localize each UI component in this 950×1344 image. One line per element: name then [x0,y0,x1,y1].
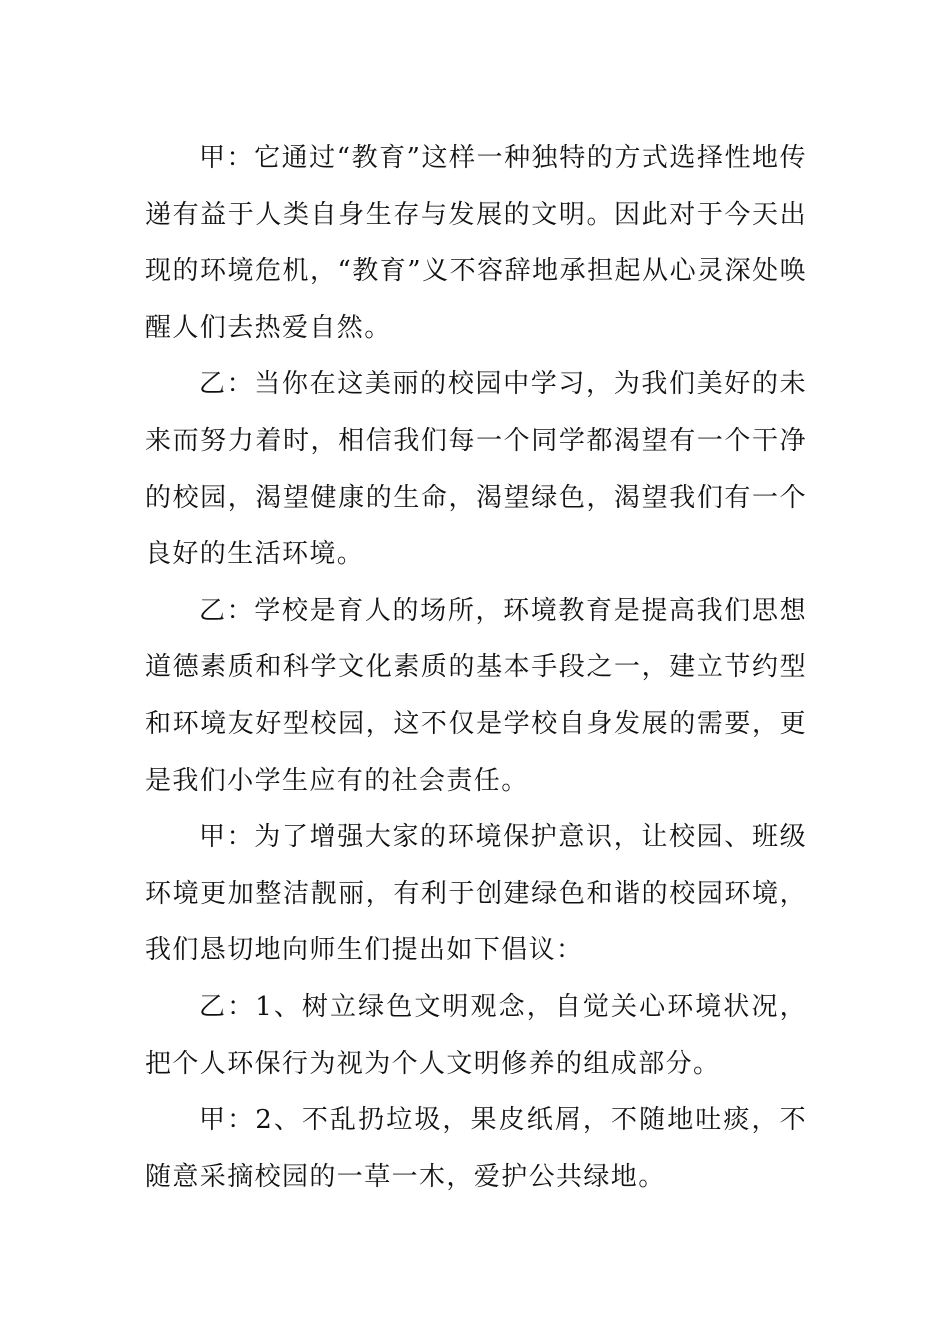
document-body [145,130,807,1205]
paragraph-4: 甲：为了增强大家的环境保护意识，让校园、班级环境更加整洁靓丽，有利于创建绿色和谐的校园环境，我们恳切地向师生们提出如下倡议： [145,822,807,966]
paragraph-3: 乙：学校是育人的场所，环境教育是提高我们思想道德素质和科学文化素质的基本手段之一，建立节约型和环境友好型校园，这不仅是学校自身发展的需要，更是我们小学生应有的社会责任。 [145,595,807,796]
paragraph-2: 乙：当你在这美丽的校园中学习，为我们美好的未来而努力着时，相信我们每一个同学都渴望有一个干净的校园，渴望健康的生命，渴望绿色，渴望我们有一个良好的生活环境。 [145,369,807,570]
paragraph-6: 甲：2、不乱扔垃圾，果皮纸屑，不随地吐痰，不随意采摘校园的一草一木，爱护公共绿地。 [145,1105,807,1192]
paragraph-5: 乙：1、树立绿色文明观念，自觉关心环境状况，把个人环保行为视为个人文明修养的组成部分。 [145,991,807,1079]
paragraph-1: 甲：它通过“教育”这样一种独特的方式选择性地传递有益于人类自身生存与发展的文明。因此对于今天出现的环境危机，“教育”义不容辞地承担起从心灵深处唤醒人们去热爱自然。 [145,143,807,343]
